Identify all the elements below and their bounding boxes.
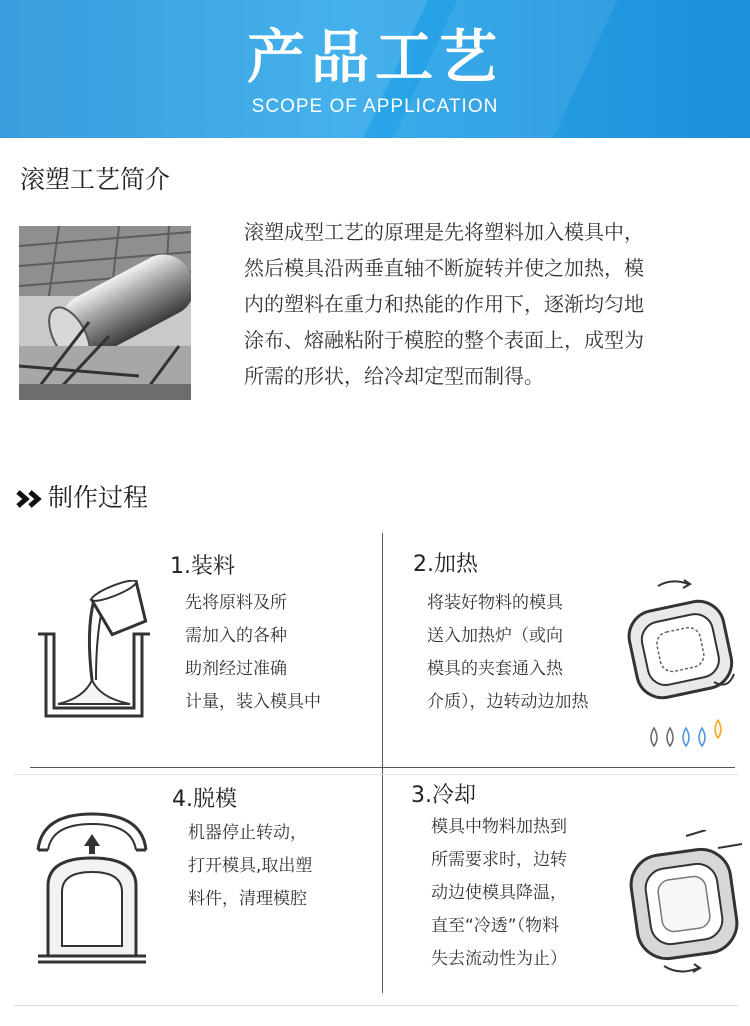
rotomolding-machine-photo (19, 226, 191, 400)
page-subtitle: SCOPE OF APPLICATION (251, 96, 499, 117)
step-1-text (185, 587, 321, 719)
grid-divider-horizontal (30, 767, 735, 768)
step-1-line: 助剂经过准确 (185, 659, 287, 679)
step-3-line: 失去流动性为止） (431, 949, 567, 969)
intro-line: 滚塑成型工艺的原理是先将塑料加入模具中， (244, 220, 644, 244)
cooling-rotating-mold-illustration (624, 830, 744, 978)
grid-divider-vertical (382, 533, 383, 993)
flame-icons (651, 720, 721, 746)
heated-rotating-mold-illustration (618, 578, 744, 750)
open-mold-demolding-illustration (34, 806, 150, 966)
step-3-text (431, 811, 567, 976)
bottom-divider (14, 1005, 738, 1006)
intro-line: 所需的形状，给冷却定型而制得。 (244, 364, 544, 388)
step-4-text (188, 817, 312, 916)
grid-divider-shadow (14, 774, 738, 775)
step-2-line: 将装好物料的模具 (427, 593, 563, 613)
step-2-line: 模具的夹套通入热 (427, 659, 563, 679)
header-banner (0, 0, 750, 138)
process-heading: 制作过程 (48, 483, 149, 512)
step-1-title: 1.装料 (170, 554, 235, 579)
step-3-line: 动边使模具降温， (431, 883, 567, 903)
step-4-line: 料件，清理模腔 (188, 889, 307, 909)
step-3-line: 直至“冷透”（物料 (431, 916, 560, 936)
intro-line: 内的塑料在重力和热能的作用下，逐渐均匀地 (244, 292, 644, 316)
double-chevron-icon (16, 488, 46, 510)
step-2-line: 送入加热炉（或向 (427, 626, 563, 646)
intro-line: 然后模具沿两垂直轴不断旋转并使之加热，模 (244, 256, 644, 280)
pouring-cup-mold-illustration (34, 580, 156, 720)
step-1-line: 计量，装入模具中 (185, 692, 321, 712)
intro-heading: 滚塑工艺简介 (20, 165, 171, 194)
step-4-title: 4.脱模 (172, 787, 237, 812)
step-3-line: 模具中物料加热到 (431, 817, 567, 837)
intro-paragraph (244, 214, 714, 394)
step-3-line: 所需要求时，边转 (431, 850, 567, 870)
step-2-title: 2.加热 (413, 552, 478, 577)
step-1-line: 先将原料及所 (185, 593, 287, 613)
step-4-line: 机器停止转动， (188, 823, 307, 843)
step-2-line: 介质），边转动边加热 (427, 692, 589, 712)
step-1-line: 需加入的各种 (185, 626, 287, 646)
step-4-line: 打开模具,取出塑 (188, 856, 313, 876)
intro-line: 涂布、熔融粘附于模腔的整个表面上，成型为 (244, 328, 644, 352)
step-2-text (427, 587, 589, 719)
page-title: 产品工艺 (246, 23, 503, 91)
step-3-title: 3.冷却 (411, 783, 476, 808)
